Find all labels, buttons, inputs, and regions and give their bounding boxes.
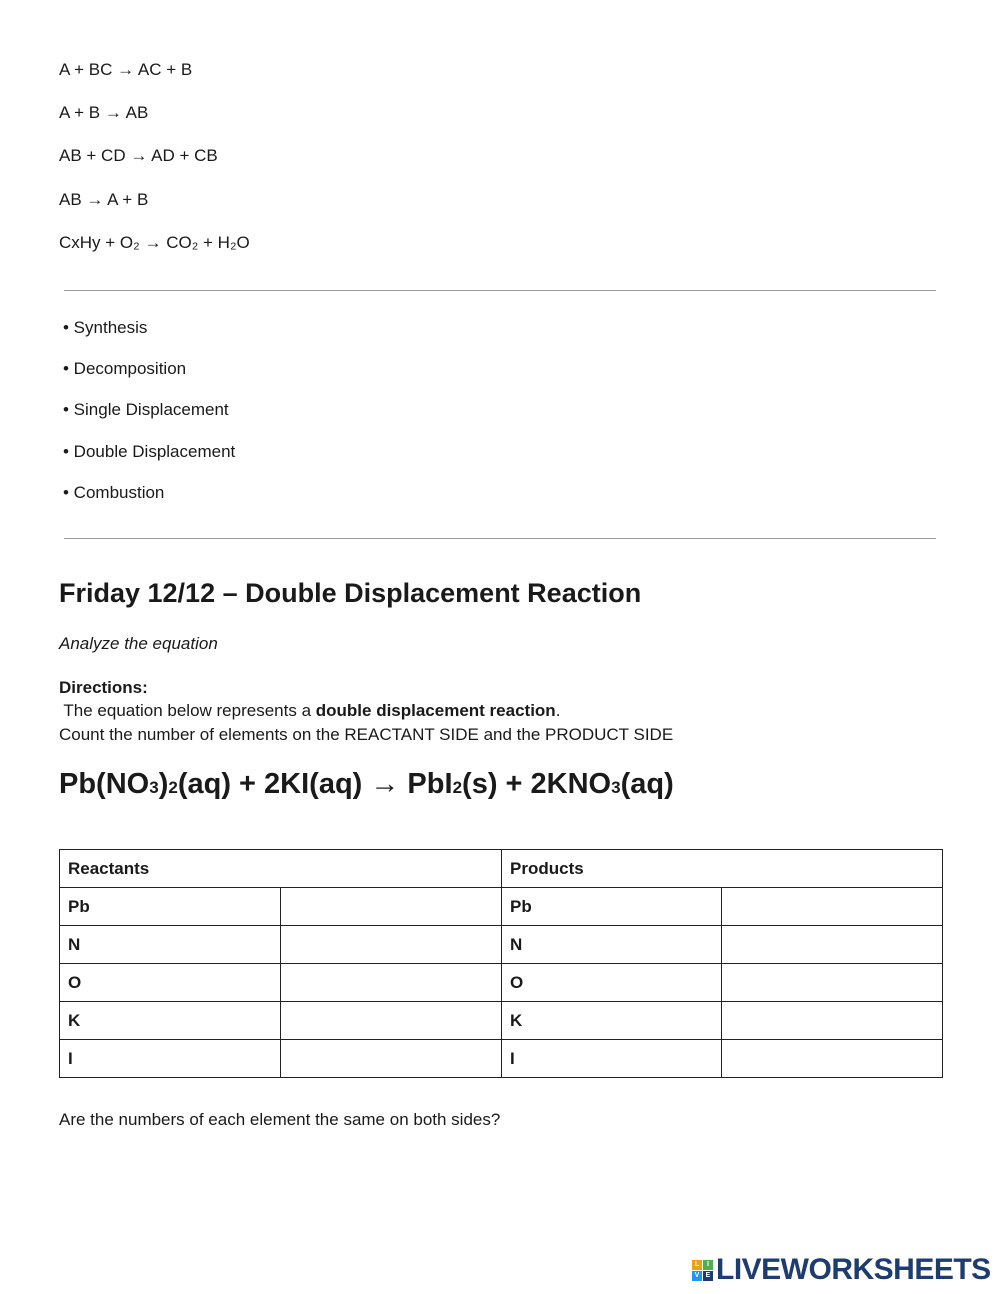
logo-mark-letter: V	[692, 1271, 702, 1281]
equation-subscript: 3	[611, 778, 621, 797]
product-count-input[interactable]	[722, 964, 943, 1002]
chemical-equation	[59, 766, 674, 806]
logo-text: LIVEWORKSHEETS	[716, 1253, 991, 1286]
table-row	[60, 926, 943, 964]
reactant-element-label: N	[60, 926, 281, 964]
equation-combustion: CxHy + O₂ → CO₂ + H₂O	[59, 233, 250, 252]
product-element-label: O	[502, 964, 722, 1002]
table-header-row	[60, 850, 943, 888]
reactant-count-input[interactable]	[281, 888, 502, 926]
question-text: Are the numbers of each element the same on both sides?	[59, 1110, 501, 1129]
reactant-element-label: I	[60, 1040, 281, 1078]
list-item: • Single Displacement	[63, 400, 229, 419]
product-count-input[interactable]	[722, 888, 943, 926]
product-element-label: Pb	[502, 888, 722, 926]
reactants-header: Reactants	[60, 850, 502, 888]
directions-line-1	[59, 701, 560, 721]
reactant-element-label: Pb	[60, 888, 281, 926]
list-item: • Synthesis	[63, 318, 148, 337]
table-row	[60, 1002, 943, 1040]
equation-subscript: 2	[452, 778, 463, 797]
liveworksheets-logo	[692, 1253, 991, 1287]
directions-label: Directions:	[59, 678, 148, 697]
equation-part: )	[158, 768, 169, 800]
list-item: • Combustion	[63, 483, 165, 502]
equation-part: (aq) + 2KI(aq) → PbI	[177, 768, 453, 800]
reactant-count-input[interactable]	[281, 926, 502, 964]
logo-mark-letter: E	[703, 1271, 713, 1281]
product-count-input[interactable]	[722, 1040, 943, 1078]
section-title: Friday 12/12 – Double Displacement Reaction	[59, 578, 642, 608]
equation-subscript: 2	[168, 778, 178, 797]
reactant-count-input[interactable]	[281, 964, 502, 1002]
directions-text: The equation below represents a	[59, 701, 316, 720]
reactant-element-label: O	[60, 964, 281, 1002]
logo-mark-icon	[692, 1260, 713, 1281]
logo-mark-letter: I	[703, 1260, 713, 1270]
equation-double-displacement: AB + CD → AD + CB	[59, 146, 218, 165]
reactant-count-input[interactable]	[281, 1040, 502, 1078]
product-element-label: I	[502, 1040, 722, 1078]
divider-2	[64, 538, 936, 539]
reactant-element-label: K	[60, 1002, 281, 1040]
section-subtitle: Analyze the equation	[59, 634, 218, 653]
equation-synthesis: A + B → AB	[59, 103, 149, 122]
product-element-label: N	[502, 926, 722, 964]
directions-period: .	[555, 701, 561, 720]
table-row	[60, 888, 943, 926]
directions-line-2: Count the number of elements on the REACTANT SIDE and the PRODUCT SIDE	[59, 725, 674, 744]
table-row	[60, 1040, 943, 1078]
product-element-label: K	[502, 1002, 722, 1040]
element-count-table	[59, 849, 943, 1078]
product-count-input[interactable]	[722, 926, 943, 964]
directions-emphasis: double displacement reaction	[315, 701, 556, 720]
products-header: Products	[502, 850, 943, 888]
product-count-input[interactable]	[722, 1002, 943, 1040]
equation-part: Pb(NO	[59, 768, 150, 800]
logo-mark-letter: L	[692, 1260, 702, 1270]
list-item: • Double Displacement	[63, 442, 236, 461]
equation-part: (s) + 2KNO	[462, 768, 612, 800]
equation-subscript: 3	[149, 778, 159, 797]
equation-decomposition: AB → A + B	[59, 190, 149, 209]
equation-single-displacement: A + BC → AC + B	[59, 60, 193, 79]
table-row	[60, 964, 943, 1002]
equation-part: (aq)	[620, 768, 674, 800]
divider-1	[64, 290, 936, 291]
reactant-count-input[interactable]	[281, 1002, 502, 1040]
list-item: • Decomposition	[63, 359, 187, 378]
